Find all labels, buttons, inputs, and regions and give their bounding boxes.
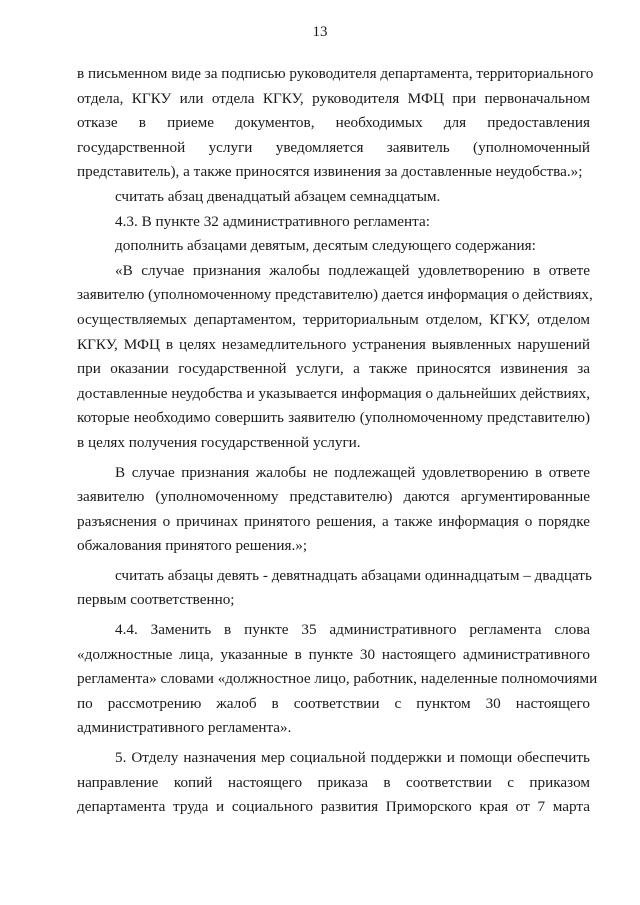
paragraph-item-5 [77,746,590,820]
text-line: заявителю (уполномоченному представителю) дается информация о действиях, [77,286,593,304]
text-line: обжалования принятого решения.»; [77,537,308,555]
text-line: дополнить абзацами девятым, десятым следующего содержания: [115,237,536,255]
text-line: «должностные лица, указанные в пункте 30 настоящего административного [77,645,590,663]
text-line: считать абзац двенадцатый абзацем семнадцатым. [115,187,441,205]
document-body [77,62,598,820]
text-line: регламента» словами «должностное лицо, работник, наделенные полномочиями [77,670,598,688]
paragraph-complaint-refusal-end [77,62,594,185]
paragraph-item-4-4 [77,618,598,741]
paragraph-complaint-satisfied [77,259,593,456]
text-line: осуществляемых департаментом, территориальным отделом, КГКУ, отделом [77,310,590,328]
text-line: первым соответственно; [77,591,235,609]
text-line: В случае признания жалобы не подлежащей удовлетворению в ответе [115,463,590,481]
text-line: доставленные неудобства и указывается информация о дальнейших действиях, [77,384,590,402]
text-line: заявителю (уполномоченному представителю) даются аргументированные [77,488,590,506]
text-line: государственной услуги уведомляется заявитель (уполномоченный [77,138,590,156]
paragraph-renumber-nine-nineteen [77,564,590,613]
text-line: 4.3. В пункте 32 административного регламента: [115,212,430,230]
text-line: направление копий настоящего приказа в соответствии с приказом [77,773,590,791]
text-line: 5. Отделу назначения мер социальной поддержки и помощи обеспечить [115,749,590,767]
text-line: 4.4. Заменить в пункте 35 административного регламента слова [115,621,590,639]
text-line: разъяснения о причинах принятого решения, а также информация о порядке [77,512,590,530]
paragraph-item-4-3 [77,210,590,235]
text-line: «В случае признания жалобы подлежащей удовлетворению в ответе [115,261,590,279]
text-line: департамента труда и социального развития Приморского края от 7 марта [77,798,590,816]
text-line: отдела, КГКУ или отдела КГКУ, руководителя МФЦ при первоначальном [77,89,590,107]
page-number: 13 [312,24,328,40]
text-line: представитель), а также приносятся извинения за доставленные неудобства.»; [77,163,583,181]
paragraph-add-ninth-tenth [77,234,590,259]
text-line: в целях получения государственной услуги. [77,433,361,451]
text-line: в письменном виде за подписью руководителя департамента, территориального [77,65,594,82]
text-line: административного регламента». [77,719,292,737]
text-line: отказе в приеме документов, необходимых для предоставления [77,114,590,132]
paragraph-renumber-twelfth [77,185,590,210]
text-line: по рассмотрению жалоб в соответствии с пунктом 30 настоящего [77,694,590,712]
text-line: при оказании государственной услуги, а также приносятся извинения за [77,360,590,378]
text-line: которые необходимо совершить заявителю (уполномоченному представителю) [77,409,590,427]
text-line: считать абзацы девять - девятнадцать абзацами одиннадцатым – двадцать [115,566,592,584]
text-line: КГКУ, МФЦ в целях незамедлительного устранения выявленных нарушений [77,335,590,353]
paragraph-complaint-not-satisfied [77,461,590,559]
